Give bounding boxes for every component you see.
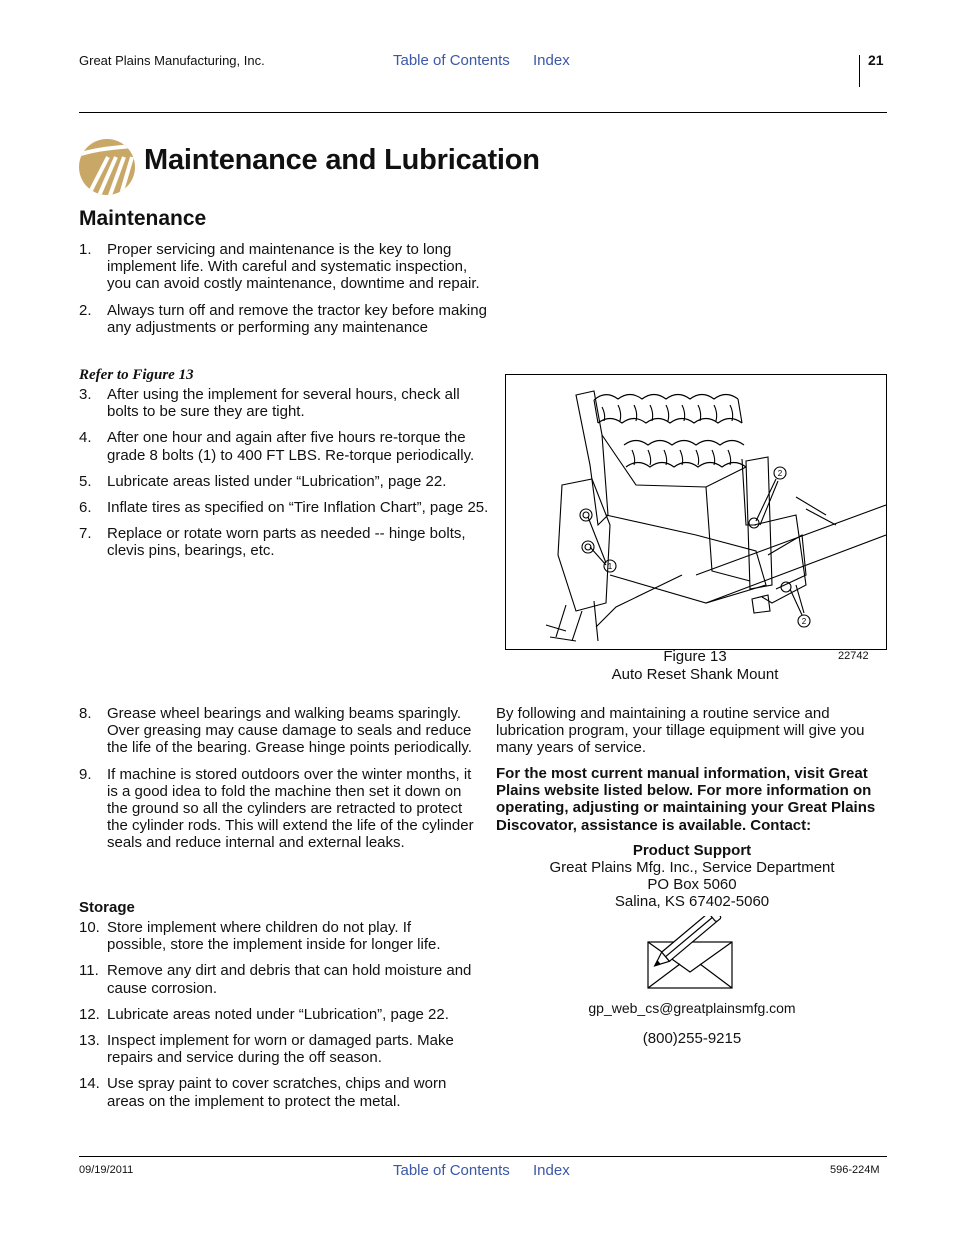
list-item-text: After using the implement for several hours, check all bolts to be sure they are tight.: [107, 386, 460, 421]
list-item: [79, 525, 491, 559]
list-item: [79, 1032, 474, 1066]
list-item-number: 4.: [79, 429, 92, 447]
maintenance-list-c: [79, 705, 474, 861]
callout-2-bottom-label: 2: [801, 617, 807, 626]
header-rule: [79, 112, 887, 113]
list-item-text: Replace or rotate worn parts as needed -- hinge bolts, clevis pins, bearings, etc.: [107, 525, 466, 560]
company-name: Great Plains Manufacturing, Inc.: [79, 53, 265, 68]
index-link[interactable]: Index: [533, 52, 570, 69]
list-item-number: 10.: [79, 919, 100, 936]
service-intro-paragraph: By following and maintaining a routine service and lubrication program, your tillage equipment will give you many years of service.: [496, 705, 865, 757]
page-title: Maintenance and Lubrication: [144, 144, 540, 176]
list-item: [79, 302, 491, 336]
spring-coils-lower: [624, 441, 746, 468]
list-item-number: 9.: [79, 765, 92, 783]
list-item: [79, 1006, 474, 1023]
list-item-number: 14.: [79, 1075, 100, 1093]
maintenance-list-a: [79, 241, 491, 345]
list-item-text: Store implement where children do not play. If possible, store the implement inside for longer life.: [107, 919, 441, 954]
storage-heading: Storage: [79, 899, 135, 916]
list-item: [79, 241, 491, 293]
list-item: [79, 386, 491, 420]
list-item-number: 5.: [79, 472, 92, 490]
list-item: [79, 919, 474, 953]
list-item: [79, 429, 491, 463]
maintenance-list-b: [79, 386, 491, 569]
section-heading-maintenance: Maintenance: [79, 207, 207, 230]
list-item-number: 7.: [79, 525, 92, 543]
callout-2-top-label: 2: [777, 469, 783, 478]
footer-table-of-contents-link[interactable]: Table of Contents: [393, 1162, 510, 1179]
list-item: [79, 1075, 474, 1109]
list-item-text: Lubricate areas noted under “Lubrication”, page 22.: [107, 1005, 449, 1023]
figure-label: Figure 13: [663, 648, 727, 665]
list-item-text: Remove any dirt and debris that can hold moisture and cause corrosion.: [107, 962, 472, 997]
footer-rule: [79, 1156, 887, 1157]
figure-reference: Refer to Figure 13: [79, 367, 194, 383]
address-line-3: Salina, KS 67402-5060: [614, 893, 770, 910]
list-item-text: If machine is stored outdoors over the winter months, it is a good idea to fold the machine then set it down on the ground so all the cylinders are retracted to protect the cylinder rods. This will extend the life of the cylinder seals and reduce internal and external leaks.: [107, 765, 474, 852]
product-support-title: Product Support: [632, 842, 752, 859]
list-item-text: Use spray paint to cover scratches, chips and worn areas on the implement to protect the metal.: [107, 1075, 447, 1110]
list-item-number: 8.: [79, 705, 92, 722]
list-item-number: 3.: [79, 386, 92, 403]
support-email-link[interactable]: gp_web_cs@greatplainsmfg.com: [588, 1000, 796, 1016]
list-item-text: Inflate tires as specified on “Tire Inflation Chart”, page 25.: [107, 499, 489, 517]
header-divider: [859, 55, 860, 87]
list-item: [79, 962, 474, 996]
list-item-text: Lubricate areas listed under “Lubrication”, page 22.: [107, 472, 447, 490]
list-item-number: 1.: [79, 241, 92, 258]
list-item-number: 12.: [79, 1005, 100, 1023]
footer-date: 09/19/2011: [79, 1164, 134, 1176]
list-item-text: Always turn off and remove the tractor key before making any adjustments or performing any maintenance: [107, 301, 487, 336]
great-plains-logo-icon: [78, 138, 136, 196]
list-item-text: Proper servicing and maintenance is the key to long implement life. With careful and systematic inspection, you can avoid costly maintenance, downtime and repair.: [107, 241, 480, 293]
list-item: [79, 473, 491, 490]
address-line-2: PO Box 5060: [647, 876, 737, 893]
list-item-number: 6.: [79, 499, 92, 517]
auto-reset-shank-mount-illustration: [506, 375, 886, 649]
list-item-number: 2.: [79, 301, 92, 319]
footer-doc-number: 596-224M: [830, 1164, 880, 1176]
list-item-text: Grease wheel bearings and walking beams sparingly. Over greasing may cause damage to seals and reduce the life of the bearing. Grease hinge points periodically.: [107, 705, 472, 757]
spring-coils-upper: [594, 395, 742, 424]
figure-caption: Auto Reset Shank Mount: [611, 666, 779, 683]
figure-13-frame: [505, 374, 887, 650]
list-item: [79, 705, 474, 757]
support-phone: (800)255-9215: [642, 1030, 742, 1047]
list-item-text: After one hour and again after five hours re-torque the grade 8 bolts (1) to 400 FT LBS. Re-torque periodically.: [107, 429, 475, 464]
contact-notice: For the most current manual information, visit Great Plains website listed below. For more information on operating, adjusting or maintaining your Great Plains Discovator, assistance is available. Contact:: [496, 765, 876, 834]
list-item: [79, 499, 491, 516]
storage-list: [79, 919, 474, 1119]
mail-pencil-icon[interactable]: [646, 916, 736, 990]
page-number: 21: [868, 52, 884, 68]
address-line-1: Great Plains Mfg. Inc., Service Department: [549, 859, 835, 876]
figure-ref-number: 22742: [838, 650, 869, 662]
list-item-number: 11.: [79, 962, 99, 980]
list-item-text: Inspect implement for worn or damaged parts. Make repairs and service during the off season.: [107, 1032, 454, 1067]
callout-1-label: 1: [607, 562, 613, 571]
footer-index-link[interactable]: Index: [533, 1162, 570, 1179]
list-item-number: 13.: [79, 1032, 100, 1050]
table-of-contents-link[interactable]: Table of Contents: [393, 52, 510, 69]
list-item: [79, 766, 474, 852]
